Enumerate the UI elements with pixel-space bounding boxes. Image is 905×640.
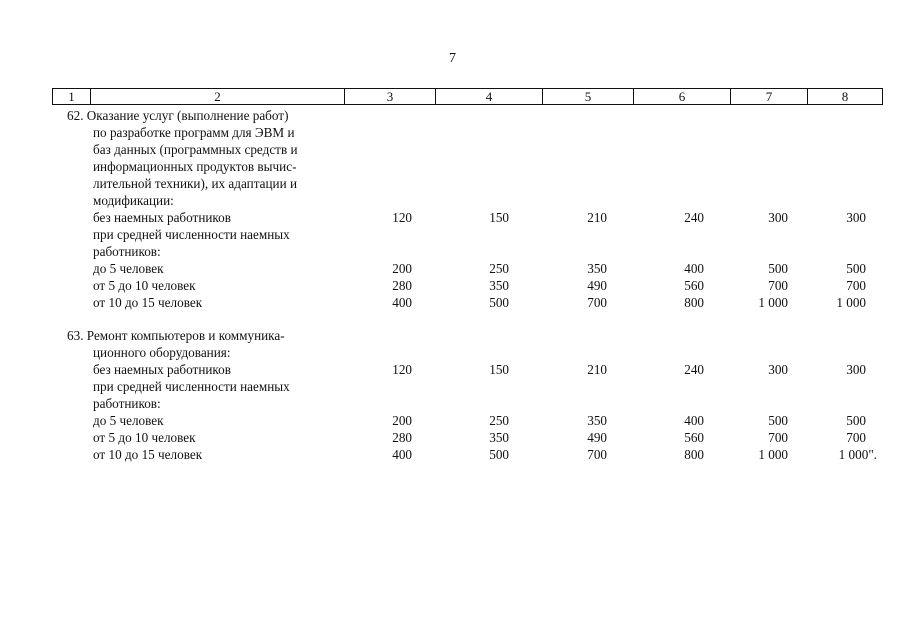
cell-col-3: 120 <box>392 362 412 377</box>
column-header-5: 5 <box>543 89 634 105</box>
cell-col-4: 150 <box>489 362 509 377</box>
row-label: модификации: <box>93 193 174 208</box>
cell-col-6: 560 <box>684 278 704 293</box>
page-number: 7 <box>449 51 456 66</box>
row-label: от 10 до 15 человек <box>93 295 203 310</box>
cell-col-7: 500 <box>768 261 788 276</box>
row-label: от 5 до 10 человек <box>93 430 196 445</box>
table-row <box>0 243 905 260</box>
row-label: информационных продуктов вычис- <box>93 159 297 174</box>
cell-col-7: 700 <box>768 278 788 293</box>
row-label: без наемных работников <box>93 210 231 225</box>
column-header-8: 8 <box>808 89 883 105</box>
row-label: до 5 человек <box>93 261 164 276</box>
cell-col-7: 500 <box>768 413 788 428</box>
row-label: работников: <box>93 396 161 411</box>
column-header-1: 1 <box>53 89 91 105</box>
cell-col-5: 350 <box>587 413 607 428</box>
cell-col-5: 210 <box>587 362 607 377</box>
cell-col-3: 280 <box>392 430 412 445</box>
row-label: лительной техники), их адаптации и <box>93 176 298 191</box>
row-label: при средней численности наемных <box>93 227 290 242</box>
row-label: от 5 до 10 человек <box>93 278 196 293</box>
table-row <box>0 294 905 311</box>
row-label: при средней численности наемных <box>93 379 290 394</box>
table-row <box>0 124 905 141</box>
cell-col-6: 800 <box>684 295 704 310</box>
row-label: по разработке программ для ЭВМ и <box>93 125 295 140</box>
cell-col-7: 300 <box>768 362 788 377</box>
table-row <box>0 344 905 361</box>
cell-col-8: 500 <box>846 261 866 276</box>
table-row <box>0 209 905 226</box>
table-row <box>0 429 905 446</box>
cell-col-8: 1 000 <box>836 295 866 310</box>
cell-col-4: 250 <box>489 261 509 276</box>
cell-col-6: 400 <box>684 413 704 428</box>
row-label: без наемных работников <box>93 362 231 377</box>
table-row <box>0 446 905 463</box>
cell-col-3: 200 <box>392 413 412 428</box>
cell-col-7: 300 <box>768 210 788 225</box>
cell-col-7: 1 000 <box>758 447 788 462</box>
cell-col-6: 560 <box>684 430 704 445</box>
column-header-2: 2 <box>91 89 345 105</box>
cell-col-5: 490 <box>587 278 607 293</box>
cell-col-3: 400 <box>392 447 412 462</box>
column-header-6: 6 <box>634 89 731 105</box>
table-row <box>0 361 905 378</box>
table-row <box>0 378 905 395</box>
row-label: от 10 до 15 человек <box>93 447 203 462</box>
table-row <box>0 192 905 209</box>
cell-col-4: 500 <box>489 447 509 462</box>
cell-col-5: 700 <box>587 295 607 310</box>
table-row <box>0 175 905 192</box>
cell-col-5: 350 <box>587 261 607 276</box>
cell-col-4: 350 <box>489 278 509 293</box>
cell-col-4: 500 <box>489 295 509 310</box>
section-title: 62. Оказание услуг (выполнение работ) <box>67 108 289 123</box>
cell-col-7: 1 000 <box>758 295 788 310</box>
column-header-table <box>52 88 883 105</box>
row-label: до 5 человек <box>93 413 164 428</box>
table-row <box>0 260 905 277</box>
table-row <box>0 327 905 344</box>
cell-col-7: 700 <box>768 430 788 445</box>
cell-col-5: 490 <box>587 430 607 445</box>
row-label: работников: <box>93 244 161 259</box>
table-row <box>0 395 905 412</box>
table-row <box>0 277 905 294</box>
cell-col-3: 200 <box>392 261 412 276</box>
cell-col-4: 350 <box>489 430 509 445</box>
cell-col-6: 800 <box>684 447 704 462</box>
section-title: 63. Ремонт компьютеров и коммуника- <box>67 328 285 343</box>
cell-col-3: 120 <box>392 210 412 225</box>
section-63 <box>0 327 905 463</box>
cell-col-6: 400 <box>684 261 704 276</box>
cell-col-6: 240 <box>684 362 704 377</box>
cell-col-6: 240 <box>684 210 704 225</box>
cell-col-5: 210 <box>587 210 607 225</box>
cell-col-4: 150 <box>489 210 509 225</box>
cell-col-5: 700 <box>587 447 607 462</box>
cell-col-8: 500 <box>846 413 866 428</box>
table-row <box>0 412 905 429</box>
column-header-4: 4 <box>436 89 543 105</box>
cell-col-8: 1 000". <box>838 447 877 462</box>
row-label: баз данных (программных средств и <box>93 142 298 157</box>
cell-col-8: 300 <box>846 362 866 377</box>
cell-col-8: 700 <box>846 278 866 293</box>
table-row <box>0 158 905 175</box>
table-row <box>0 107 905 124</box>
cell-col-8: 300 <box>846 210 866 225</box>
table-row <box>0 141 905 158</box>
cell-col-3: 280 <box>392 278 412 293</box>
section-62 <box>0 107 905 311</box>
cell-col-3: 400 <box>392 295 412 310</box>
row-label: ционного оборудования: <box>93 345 231 360</box>
table-row <box>0 226 905 243</box>
cell-col-4: 250 <box>489 413 509 428</box>
column-header-row <box>53 89 883 105</box>
column-header-3: 3 <box>345 89 436 105</box>
column-header-7: 7 <box>731 89 808 105</box>
cell-col-8: 700 <box>846 430 866 445</box>
